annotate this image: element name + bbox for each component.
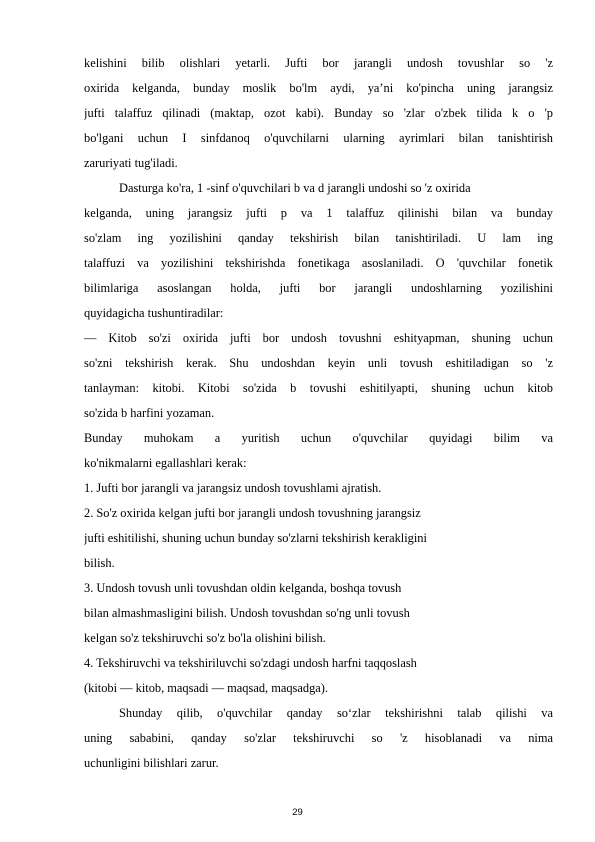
text-line: uchunligini bilishlari zarur.: [84, 756, 219, 770]
page-number: 29: [292, 807, 303, 818]
text-line: so'zlam ing yozilishini qanday tekshirish bilan tanishtiriladi. U lam ing: [84, 231, 553, 245]
text-line: oxirida kelganda, bunday moslik bo'lm aydi, ya’ni ko'pincha uning jarangsiz: [84, 81, 553, 95]
list-item-line: bilan almashmasligini bilish. Undosh tovushdan so'ng unli tovush: [84, 606, 410, 620]
paragraph-start-line: Shunday qilib, o'quvchilar qanday so‘zlar tekshirishni talab qilishi va: [119, 706, 553, 720]
text-line: bo'lgani uchun I sinfdanoq o'quvchilarni ularning ayrimlari bilan tanishtirish: [84, 131, 553, 145]
dialogue-line: — Kitob so'zi oxirida jufti bor undosh tovushni eshityapman, shuning uchun: [84, 331, 553, 345]
text-line: bilimlariga asoslangan holda, jufti bor jarangli undoshlarning yozilishini: [84, 281, 553, 295]
text-line: so'zni tekshirish kerak. Shu undoshdan keyin unli tovush eshitiladigan so 'z: [84, 356, 553, 370]
list-item-line: bilish.: [84, 556, 115, 570]
text-line: jufti talaffuz qilinadi (maktap, ozot kabi). Bunday so 'zlar o'zbek tilida k o 'p: [84, 106, 553, 120]
text-line: zaruriyati tug'iladi.: [84, 156, 178, 170]
list-item-line: 2. So'z oxirida kelgan jufti bor jarangli undosh tovushning jarangsiz: [84, 506, 421, 520]
text-line: kelishini bilib olishlari yetarli. Jufti bor jarangli undosh tovushlar so 'z: [84, 56, 553, 70]
list-item-line: 3. Undosh tovush unli tovushdan oldin kelganda, boshqa tovush: [84, 581, 402, 595]
text-line: so'zida b harfini yozaman.: [84, 406, 215, 420]
paragraph-start-line: Dasturga ko'ra, 1 -sinf o'quvchilari b va d jarangli undoshi so 'z oxirida: [119, 181, 471, 195]
text-line: quyidagicha tushuntiradilar:: [84, 306, 224, 320]
text-line: Bunday muhokam a yuritish uchun o'quvchilar quyidagi bilim va: [84, 431, 553, 445]
list-item-line: 1. Jufti bor jarangli va jarangsiz undosh tovushlami ajratish.: [84, 481, 382, 495]
list-item-line: 4. Tekshiruvchi va tekshiriluvchi so'zdagi undosh harfni taqqoslash: [84, 656, 417, 670]
list-item-line: (kitobi — kitob, maqsadi — maqsad, maqsadga).: [84, 681, 328, 695]
text-line: tanlayman: kitobi. Kitobi so'zida b tovushi eshitilyapti, shuning uchun kitob: [84, 381, 553, 395]
text-line: kelganda, uning jarangsiz jufti p va 1 talaffuz qilinishi bilan va bunday: [84, 206, 553, 220]
text-line: uning sababini, qanday so'zlar tekshiruvchi so 'z hisoblanadi va nima: [84, 731, 553, 745]
list-item-line: kelgan so'z tekshiruvchi so'z bo'la olishini bilish.: [84, 631, 326, 645]
text-line: talaffuzi va yozilishini tekshirishda fonetikaga asoslaniladi. O 'quvchilar fonetik: [84, 256, 553, 270]
list-item-line: jufti eshitilishi, shuning uchun bunday so'zlarni tekshirish kerakligini: [84, 531, 427, 545]
text-line: ko'nikmalarni egallashlari kerak:: [84, 456, 247, 470]
